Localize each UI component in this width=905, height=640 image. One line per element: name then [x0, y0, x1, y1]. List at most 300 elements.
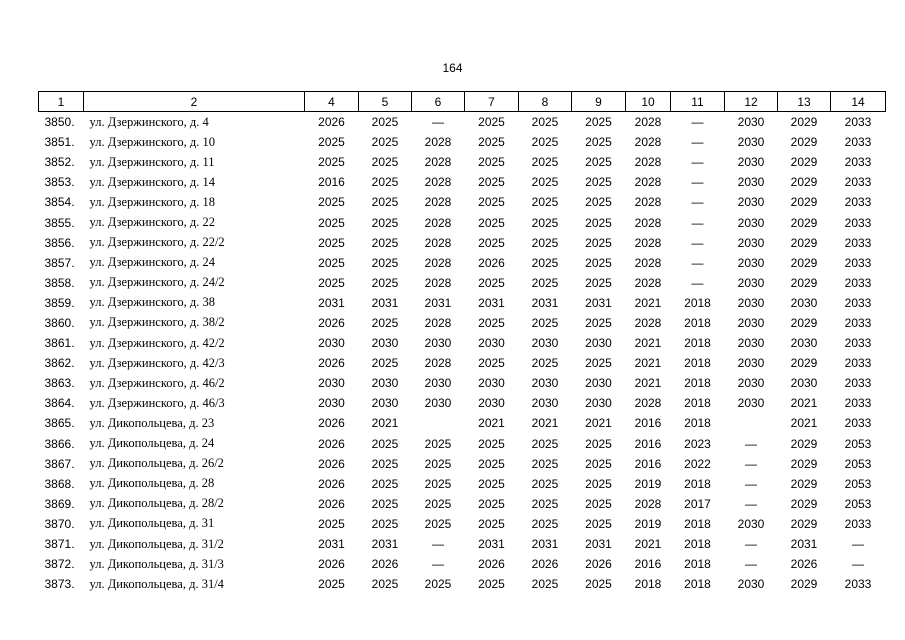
year-cell: 2030 — [585, 376, 612, 391]
year-cell: 2025 — [585, 155, 612, 170]
year-cell: 2019 — [634, 516, 662, 531]
address-cell: ул. Дикопольцева, д. 28/2 — [89, 496, 224, 511]
year-cell: 2030 — [424, 336, 452, 351]
year-cell: 2025 — [585, 235, 612, 250]
year-cell: 2030 — [790, 336, 818, 351]
year-cell: 2025 — [478, 577, 505, 592]
year-cell: 2025 — [478, 235, 505, 250]
year-cell: 2016 — [634, 456, 662, 471]
year-cell: 2025 — [585, 516, 612, 531]
year-cell: 2016 — [634, 436, 662, 451]
address-cell: ул. Дзержинского, д. 4 — [89, 114, 209, 129]
year-cell: 2031 — [478, 537, 505, 552]
row-number: 3851. — [44, 135, 75, 150]
address-cell: ул. Дзержинского, д. 46/2 — [89, 375, 225, 390]
year-cell: 2021 — [790, 396, 818, 411]
year-cell: 2029 — [790, 456, 818, 471]
year-cell: 2025 — [585, 255, 612, 270]
year-cell: — — [691, 115, 704, 130]
year-cell: 2028 — [634, 135, 662, 150]
year-cell: 2021 — [371, 416, 399, 431]
table-row — [39, 413, 886, 433]
year-cell: 2025 — [371, 155, 399, 170]
column-header: 4 — [305, 92, 359, 112]
year-cell: 2030 — [737, 336, 765, 351]
year-cell: 2025 — [478, 155, 505, 170]
year-cell: — — [745, 456, 757, 471]
year-cell: 2028 — [424, 195, 452, 210]
address-cell: ул. Дзержинского, д. 42/3 — [89, 355, 225, 370]
schedule-table — [38, 91, 886, 594]
year-cell: 2030 — [790, 295, 818, 310]
year-cell: 2025 — [371, 275, 399, 290]
year-cell: 2033 — [844, 396, 872, 411]
year-cell: 2025 — [531, 235, 559, 250]
year-cell: — — [745, 496, 757, 511]
year-cell: 2021 — [634, 356, 662, 371]
year-cell: 2029 — [790, 175, 818, 190]
year-cell: 2025 — [318, 195, 345, 210]
year-cell: 2029 — [790, 315, 818, 330]
year-cell: 2030 — [478, 336, 505, 351]
address-cell: ул. Дзержинского, д. 38/2 — [89, 315, 225, 330]
year-cell: 2025 — [531, 436, 559, 451]
year-cell: 2025 — [531, 175, 559, 190]
table-header — [39, 92, 886, 112]
year-cell: — — [691, 155, 704, 170]
year-cell: — — [432, 537, 444, 552]
row-number: 3853. — [44, 175, 75, 190]
address-cell: ул. Дзержинского, д. 24/2 — [89, 275, 225, 290]
column-header: 11 — [671, 92, 725, 112]
year-cell: 2030 — [737, 135, 765, 150]
address-cell: ул. Дзержинского, д. 38 — [89, 295, 215, 310]
address-cell: ул. Дзержинского, д. 22 — [89, 215, 215, 230]
row-number: 3867. — [44, 456, 75, 471]
year-cell: 2028 — [634, 496, 662, 511]
year-cell: 2026 — [318, 315, 345, 330]
year-cell: 2021 — [634, 295, 662, 310]
year-cell: 2029 — [790, 356, 818, 371]
year-cell: 2025 — [318, 135, 345, 150]
table-row — [39, 494, 886, 514]
row-number: 3865. — [44, 416, 75, 431]
year-cell: 2030 — [531, 376, 559, 391]
row-number: 3864. — [44, 396, 75, 411]
year-cell: 2026 — [790, 557, 818, 572]
year-cell: 2030 — [737, 115, 765, 130]
year-cell: 2030 — [737, 577, 765, 592]
year-cell: 2033 — [844, 235, 872, 250]
address-cell: ул. Дикопольцева, д. 28 — [89, 476, 215, 491]
year-cell: 2030 — [737, 376, 765, 391]
year-cell: 2030 — [318, 376, 345, 391]
year-cell: 2029 — [790, 195, 818, 210]
year-cell: 2029 — [790, 275, 818, 290]
year-cell: 2031 — [585, 295, 612, 310]
year-cell: 2030 — [737, 295, 765, 310]
year-cell: 2025 — [371, 496, 399, 511]
address-cell: ул. Дзержинского, д. 18 — [89, 194, 215, 209]
year-cell: 2018 — [684, 295, 711, 310]
year-cell: 2025 — [531, 356, 559, 371]
address-cell: ул. Дикопольцева, д. 31/4 — [89, 576, 224, 591]
year-cell: 2018 — [684, 396, 711, 411]
year-cell: 2033 — [844, 356, 872, 371]
column-header: 1 — [39, 92, 84, 112]
year-cell: 2031 — [531, 537, 559, 552]
year-cell: — — [691, 175, 704, 190]
year-cell: 2025 — [585, 356, 612, 371]
year-cell: 2030 — [371, 396, 399, 411]
table-row — [39, 393, 886, 413]
table-row — [39, 112, 886, 133]
year-cell: 2031 — [478, 295, 505, 310]
year-cell: 2025 — [478, 175, 505, 190]
year-cell: 2021 — [478, 416, 505, 431]
column-header: 6 — [412, 92, 465, 112]
row-number: 3863. — [44, 376, 75, 391]
year-cell — [412, 413, 465, 433]
table-row — [39, 152, 886, 172]
year-cell: 2028 — [424, 315, 452, 330]
year-cell: 2025 — [371, 235, 399, 250]
year-cell: 2018 — [684, 356, 711, 371]
table-row — [39, 212, 886, 232]
year-cell: 2029 — [790, 155, 818, 170]
year-cell: 2025 — [318, 577, 345, 592]
year-cell: 2030 — [585, 396, 612, 411]
row-number: 3858. — [44, 275, 75, 290]
address-cell: ул. Дикопольцева, д. 23 — [89, 415, 215, 430]
year-cell: 2025 — [585, 215, 612, 230]
year-cell: 2028 — [424, 175, 452, 190]
year-cell: 2029 — [790, 436, 818, 451]
column-header: 7 — [465, 92, 519, 112]
table-row — [39, 554, 886, 574]
row-number: 3860. — [44, 315, 75, 330]
year-cell: 2031 — [318, 295, 345, 310]
year-cell: 2033 — [844, 416, 872, 431]
row-number: 3873. — [44, 577, 75, 592]
table-row — [39, 192, 886, 212]
year-cell: 2033 — [844, 315, 872, 330]
year-cell: 2025 — [478, 275, 505, 290]
year-cell: 2028 — [424, 155, 452, 170]
year-cell: — — [852, 557, 864, 572]
year-cell: 2025 — [478, 496, 505, 511]
address-cell: ул. Дикопольцева, д. 31/2 — [89, 536, 224, 551]
year-cell: 2028 — [634, 215, 662, 230]
year-cell: 2021 — [634, 336, 662, 351]
year-cell: — — [691, 255, 704, 270]
year-cell: 2025 — [585, 115, 612, 130]
year-cell: 2018 — [684, 537, 711, 552]
year-cell: 2030 — [737, 175, 765, 190]
table-row — [39, 313, 886, 333]
year-cell: 2030 — [478, 396, 505, 411]
year-cell: — — [691, 215, 704, 230]
table-row — [39, 534, 886, 554]
year-cell: 2031 — [585, 537, 612, 552]
table-row — [39, 353, 886, 373]
table-row — [39, 233, 886, 253]
year-cell: 2026 — [478, 557, 505, 572]
year-cell: 2025 — [371, 436, 399, 451]
year-cell: — — [745, 476, 757, 491]
table-row — [39, 474, 886, 494]
year-cell: 2030 — [737, 155, 765, 170]
year-cell: 2033 — [844, 215, 872, 230]
year-cell: 2022 — [684, 456, 711, 471]
table-body — [39, 112, 886, 595]
year-cell: 2025 — [531, 135, 559, 150]
year-cell: 2025 — [371, 175, 399, 190]
year-cell: 2033 — [844, 516, 872, 531]
table-row — [39, 293, 886, 313]
year-cell: 2025 — [478, 356, 505, 371]
year-cell: 2028 — [634, 155, 662, 170]
year-cell: 2026 — [478, 255, 505, 270]
year-cell: 2025 — [478, 195, 505, 210]
year-cell: 2033 — [844, 295, 872, 310]
year-cell: 2030 — [371, 376, 399, 391]
year-cell: 2026 — [318, 456, 345, 471]
year-cell: 2025 — [585, 135, 612, 150]
row-number: 3872. — [44, 557, 75, 572]
year-cell: 2025 — [585, 195, 612, 210]
year-cell: 2030 — [737, 275, 765, 290]
year-cell: 2031 — [371, 295, 399, 310]
year-cell: 2030 — [424, 376, 452, 391]
year-cell: 2025 — [585, 275, 612, 290]
year-cell: 2033 — [844, 275, 872, 290]
year-cell: 2025 — [424, 577, 452, 592]
year-cell: 2030 — [737, 315, 765, 330]
year-cell: 2029 — [790, 255, 818, 270]
table-row — [39, 132, 886, 152]
year-cell: 2028 — [424, 235, 452, 250]
address-cell: ул. Дикопольцева, д. 31/3 — [89, 556, 224, 571]
year-cell: 2025 — [318, 155, 345, 170]
year-cell: 2030 — [737, 195, 765, 210]
row-number: 3850. — [44, 115, 75, 130]
year-cell: 2025 — [371, 195, 399, 210]
year-cell: 2030 — [318, 336, 345, 351]
year-cell: 2031 — [424, 295, 452, 310]
year-cell: 2028 — [634, 275, 662, 290]
year-cell: 2026 — [318, 436, 345, 451]
year-cell: 2033 — [844, 195, 872, 210]
year-cell: — — [691, 275, 704, 290]
year-cell: 2018 — [684, 315, 711, 330]
year-cell: 2030 — [424, 396, 452, 411]
column-header: 9 — [572, 92, 626, 112]
year-cell: — — [852, 537, 864, 552]
year-cell: — — [432, 115, 444, 130]
year-cell: 2030 — [737, 215, 765, 230]
year-cell: 2030 — [737, 356, 765, 371]
year-cell: 2025 — [478, 115, 505, 130]
year-cell: 2017 — [684, 496, 711, 511]
column-header: 13 — [778, 92, 831, 112]
row-number: 3854. — [44, 195, 75, 210]
address-cell: ул. Дзержинского, д. 11 — [89, 154, 215, 169]
year-cell: 2019 — [634, 476, 662, 491]
address-cell: ул. Дзержинского, д. 46/3 — [89, 395, 225, 410]
year-cell: 2026 — [318, 115, 345, 130]
year-cell: 2025 — [531, 476, 559, 491]
year-cell: 2033 — [844, 115, 872, 130]
year-cell: 2053 — [844, 496, 872, 511]
year-cell: 2025 — [318, 255, 345, 270]
year-cell: 2031 — [531, 295, 559, 310]
year-cell: 2025 — [318, 516, 345, 531]
year-cell: 2021 — [790, 416, 818, 431]
year-cell: 2025 — [585, 476, 612, 491]
year-cell: 2021 — [585, 416, 612, 431]
year-cell: 2025 — [585, 436, 612, 451]
row-number: 3857. — [44, 255, 75, 270]
year-cell: 2026 — [318, 557, 345, 572]
year-cell: 2028 — [634, 315, 662, 330]
year-cell: 2025 — [424, 496, 452, 511]
year-cell: — — [691, 235, 704, 250]
address-cell: ул. Дзержинского, д. 10 — [89, 134, 215, 149]
page-number: 164 — [442, 61, 463, 75]
year-cell: 2026 — [318, 476, 345, 491]
row-number: 3868. — [44, 476, 75, 491]
column-header: 14 — [831, 92, 886, 112]
address-cell: ул. Дзержинского, д. 24 — [89, 255, 215, 270]
year-cell: — — [745, 436, 757, 451]
row-number: 3859. — [44, 295, 75, 310]
year-cell: 2031 — [318, 537, 345, 552]
table-row — [39, 253, 886, 273]
year-cell: 2025 — [371, 356, 399, 371]
year-cell: 2018 — [684, 376, 711, 391]
address-cell: ул. Дикопольцева, д. 26/2 — [89, 456, 224, 471]
year-cell: 2025 — [318, 235, 345, 250]
year-cell: 2029 — [790, 496, 818, 511]
year-cell: 2031 — [790, 537, 818, 552]
year-cell: 2021 — [634, 376, 662, 391]
year-cell: 2025 — [585, 315, 612, 330]
row-number: 3871. — [44, 537, 75, 552]
year-cell: 2018 — [634, 577, 662, 592]
year-cell: 2026 — [531, 557, 559, 572]
year-cell: 2028 — [634, 115, 662, 130]
year-cell: 2018 — [684, 416, 711, 431]
year-cell: 2028 — [424, 255, 452, 270]
table-row — [39, 333, 886, 353]
year-cell: — — [432, 557, 444, 572]
year-cell: 2025 — [478, 456, 505, 471]
year-cell: 2033 — [844, 135, 872, 150]
year-cell: 2025 — [585, 496, 612, 511]
year-cell: 2030 — [318, 396, 345, 411]
year-cell: 2025 — [531, 255, 559, 270]
year-cell: 2025 — [371, 476, 399, 491]
year-cell: 2026 — [585, 557, 612, 572]
address-cell: ул. Дикопольцева, д. 24 — [89, 436, 215, 451]
address-cell: ул. Дзержинского, д. 22/2 — [89, 235, 225, 250]
row-number: 3870. — [44, 516, 75, 531]
table-row — [39, 514, 886, 534]
year-cell: 2025 — [531, 215, 559, 230]
year-cell: 2016 — [318, 175, 345, 190]
header-row — [39, 92, 886, 112]
year-cell: 2016 — [634, 557, 662, 572]
address-cell: ул. Дзержинского, д. 14 — [89, 174, 215, 189]
year-cell: 2030 — [478, 376, 505, 391]
row-number: 3856. — [44, 235, 75, 250]
table-row — [39, 454, 886, 474]
year-cell: 2029 — [790, 215, 818, 230]
year-cell: 2025 — [424, 456, 452, 471]
year-cell: — — [691, 135, 704, 150]
year-cell: 2025 — [371, 255, 399, 270]
year-cell: 2025 — [424, 516, 452, 531]
year-cell: 2028 — [424, 215, 452, 230]
year-cell: 2025 — [318, 275, 345, 290]
year-cell: 2033 — [844, 175, 872, 190]
year-cell: 2030 — [531, 336, 559, 351]
year-cell: 2018 — [684, 577, 711, 592]
year-cell: 2018 — [684, 516, 711, 531]
year-cell: 2025 — [585, 175, 612, 190]
year-cell: 2029 — [790, 577, 818, 592]
year-cell: 2030 — [790, 376, 818, 391]
year-cell: 2031 — [371, 537, 399, 552]
row-number: 3869. — [44, 496, 75, 511]
year-cell: 2025 — [478, 315, 505, 330]
year-cell: — — [691, 195, 704, 210]
year-cell: 2025 — [531, 315, 559, 330]
column-header: 12 — [725, 92, 778, 112]
year-cell: 2029 — [790, 235, 818, 250]
year-cell: 2018 — [684, 336, 711, 351]
year-cell: 2025 — [478, 436, 505, 451]
table-row — [39, 172, 886, 192]
year-cell: 2033 — [844, 577, 872, 592]
year-cell: 2025 — [531, 155, 559, 170]
year-cell: 2025 — [531, 275, 559, 290]
year-cell: 2025 — [424, 436, 452, 451]
year-cell: — — [745, 537, 757, 552]
year-cell: — — [745, 557, 757, 572]
year-cell: 2025 — [531, 195, 559, 210]
year-cell: 2030 — [737, 255, 765, 270]
year-cell: 2025 — [585, 456, 612, 471]
row-number: 3866. — [44, 436, 75, 451]
year-cell: 2025 — [531, 496, 559, 511]
year-cell: 2025 — [371, 577, 399, 592]
year-cell: 2023 — [684, 436, 711, 451]
column-header: 2 — [84, 92, 305, 112]
year-cell: 2025 — [478, 135, 505, 150]
year-cell: 2028 — [424, 275, 452, 290]
year-cell: 2021 — [531, 416, 559, 431]
year-cell: 2025 — [478, 215, 505, 230]
column-header: 10 — [626, 92, 671, 112]
year-cell: 2025 — [424, 476, 452, 491]
year-cell: 2028 — [634, 175, 662, 190]
year-cell: 2033 — [844, 336, 872, 351]
year-cell: 2025 — [531, 456, 559, 471]
year-cell: 2028 — [634, 235, 662, 250]
year-cell: 2025 — [478, 476, 505, 491]
